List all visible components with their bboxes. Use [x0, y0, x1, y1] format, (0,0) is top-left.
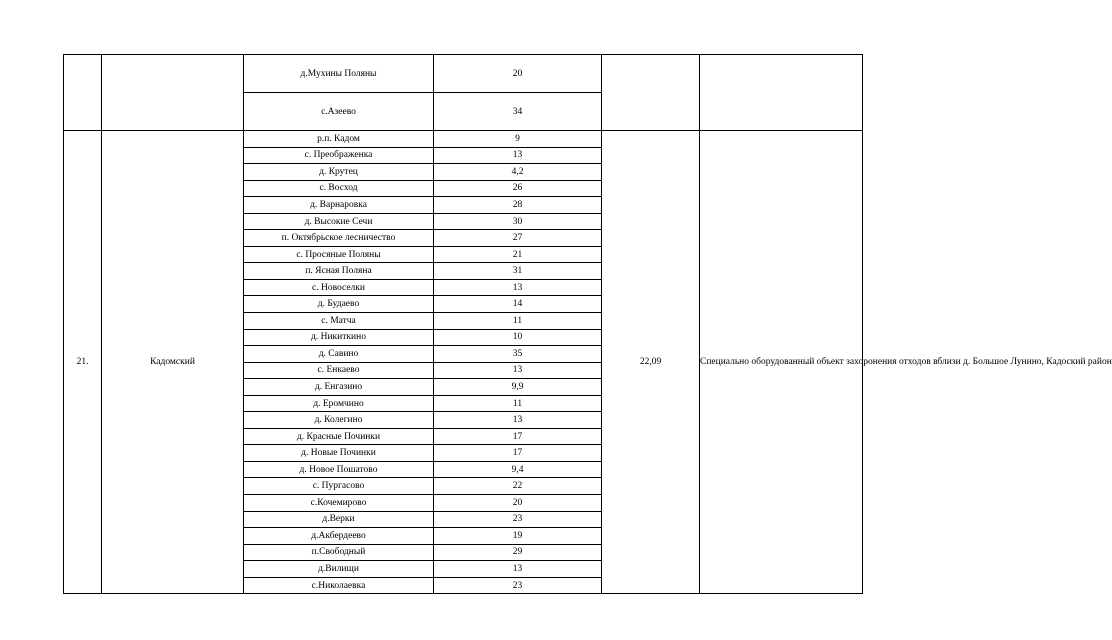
- place-cell: с. Новоселки: [244, 279, 434, 296]
- distance-cell: 9,9: [434, 379, 602, 396]
- place-cell: д.Акбердеево: [244, 528, 434, 545]
- distance-cell: 13: [434, 279, 602, 296]
- table-row: [64, 131, 863, 148]
- place-cell: с. Матча: [244, 313, 434, 330]
- average-cell-prev: [602, 55, 700, 131]
- distance-cell: 30: [434, 213, 602, 230]
- place-cell: д. Новое Пошатово: [244, 461, 434, 478]
- place-cell: д. Новые Починки: [244, 445, 434, 462]
- distance-cell: 23: [434, 511, 602, 528]
- distance-cell: 9,4: [434, 461, 602, 478]
- place-cell: д.Мухины Поляны: [244, 55, 434, 93]
- place-cell: д. Крутец: [244, 164, 434, 181]
- place-cell: с.Кочемирово: [244, 495, 434, 512]
- district-name: Кадомский: [102, 131, 244, 594]
- table-row: [64, 55, 863, 93]
- settlements-table: [63, 54, 1112, 594]
- distance-cell: 26: [434, 180, 602, 197]
- distance-cell: 4,2: [434, 164, 602, 181]
- place-cell: с. Пургасово: [244, 478, 434, 495]
- distance-cell: 23: [434, 577, 602, 594]
- number-cell-prev: [64, 55, 102, 131]
- place-cell: д. Будаево: [244, 296, 434, 313]
- distance-cell: 19: [434, 528, 602, 545]
- distance-cell: 13: [434, 362, 602, 379]
- average-distance: 22,09: [602, 131, 700, 594]
- place-cell: д. Енгазино: [244, 379, 434, 396]
- place-cell: д. Никиткино: [244, 329, 434, 346]
- row-number: 21.: [64, 131, 102, 594]
- place-cell: с. Просяные Поляны: [244, 246, 434, 263]
- distance-cell: 29: [434, 544, 602, 561]
- distance-cell: 27: [434, 230, 602, 247]
- distance-cell: 13: [434, 412, 602, 429]
- disposal-object: Специально оборудованный объект захоронения отходов вблизи д. Большое Лунино, Кадоский район: [700, 131, 863, 594]
- distance-cell: 21: [434, 246, 602, 263]
- district-cell-prev: [102, 55, 244, 131]
- place-cell: р.п. Кадом: [244, 131, 434, 148]
- place-cell: д. Еромчино: [244, 395, 434, 412]
- distance-cell: 10: [434, 329, 602, 346]
- place-cell: д. Савино: [244, 346, 434, 363]
- distance-cell: 17: [434, 428, 602, 445]
- distance-cell: 9: [434, 131, 602, 148]
- place-cell: с. Восход: [244, 180, 434, 197]
- distance-cell: 35: [434, 346, 602, 363]
- place-cell: с.Азеево: [244, 93, 434, 131]
- place-cell: п. Октябрьское лесничество: [244, 230, 434, 247]
- place-cell: д. Красные Починки: [244, 428, 434, 445]
- place-cell: д. Колегино: [244, 412, 434, 429]
- place-cell: с. Енкаево: [244, 362, 434, 379]
- distance-cell: 11: [434, 395, 602, 412]
- distance-cell: 13: [434, 147, 602, 164]
- distance-cell: 31: [434, 263, 602, 280]
- object-cell-prev: [700, 55, 863, 131]
- place-cell: д.Верки: [244, 511, 434, 528]
- distance-cell: 17: [434, 445, 602, 462]
- distance-cell: 11: [434, 313, 602, 330]
- place-cell: д. Высокие Сечи: [244, 213, 434, 230]
- distance-cell: 14: [434, 296, 602, 313]
- distance-cell: 20: [434, 55, 602, 93]
- distance-cell: 22: [434, 478, 602, 495]
- place-cell: с. Преображенка: [244, 147, 434, 164]
- place-cell: п. Ясная Поляна: [244, 263, 434, 280]
- distance-cell: 13: [434, 561, 602, 578]
- distance-cell: 28: [434, 197, 602, 214]
- table-body: [64, 55, 1112, 594]
- place-cell: п.Свободный: [244, 544, 434, 561]
- distance-cell: 34: [434, 93, 602, 131]
- distance-cell: 20: [434, 495, 602, 512]
- place-cell: д.Вилищи: [244, 561, 434, 578]
- place-cell: д. Варнаровка: [244, 197, 434, 214]
- place-cell: с.Николаевка: [244, 577, 434, 594]
